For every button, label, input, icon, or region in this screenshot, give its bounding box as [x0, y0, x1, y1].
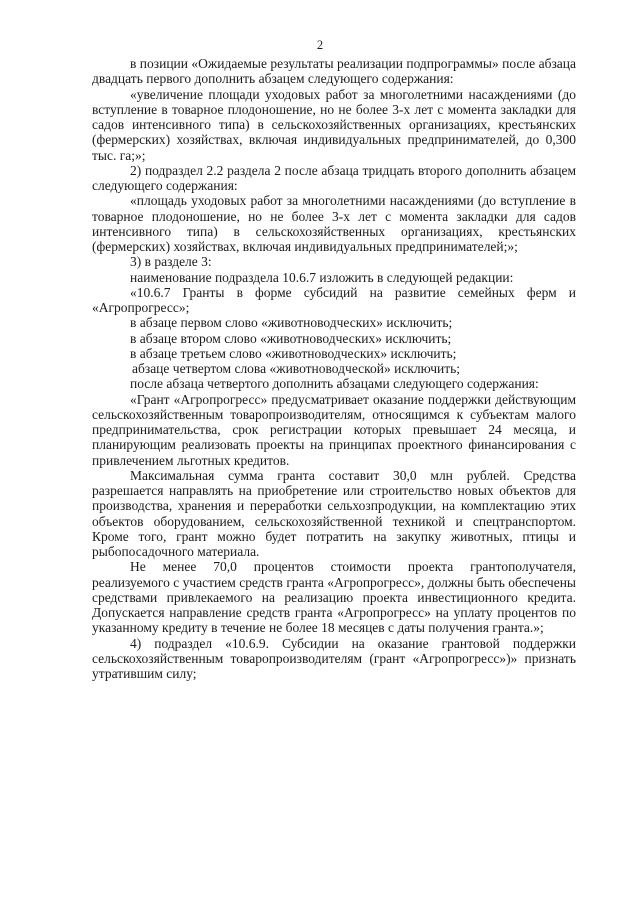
paragraph-area-quote: «площадь уходовых работ за многолетними насаждениями (до вступление в товарное плодоношение, но не более 3-х лет с момента закладки для садов интенсивного типа) в сельскохозяйственных организациях, крестьянских (фермерских) хозяйствах, включая индивидуальных предпринимателей;»; — [92, 193, 576, 254]
paragraph-second-abzac: в абзаце втором слово «животноводческих» исключить; — [130, 330, 452, 346]
paragraph-subsection-title-change: наименование подраздела 10.6.7 изложить в следующей редакции: — [130, 269, 514, 285]
paragraph-subsection-10-6-9: 4) подраздел «10.6.9. Субсидии на оказание грантовой поддержки сельскохозяйственным товаропроизводителям (грант «Агропрогресс»)» признать утратившим силу; — [92, 635, 576, 681]
document-body — [92, 56, 576, 681]
paragraph-fourth-abzac: абзаце четвертом слова «животноводческой» исключить; — [132, 361, 461, 376]
paragraph-area-increase-quote: «увеличение площади уходовых работ за многолетними насаждениями (до вступление в товарное плодоношение, но не более 3-х лет с момента закладки для садов интенсивного типа) в сельскохозяйственных организациях, крестьянских (фермерских) хозяйствах, включая индивидуальных предпринимателей, до 0,300 тыс. га;»; — [92, 86, 576, 163]
paragraph-third-abzac: в абзаце третьем слово «животноводческих» исключить; — [130, 345, 457, 361]
paragraph-subsection-title-quote: «10.6.7 Гранты в форме субсидий на развитие семейных ферм и «Агропрогресс»; — [92, 284, 576, 315]
paragraph-add-after-fourth: после абзаца четвертого дополнить абзацами следующего содержания: — [130, 376, 539, 392]
paragraph-max-grant-sum: Максимальная сумма гранта составит 30,0 млн рублей. Средства разрешается направлять на приобретение или строительство новых объектов для производства, хранения и переработки сельхозпродукции, на комплектацию этих объектов оборудованием, сельскохозяйственной техникой и спецтранспортом. Кроме того, грант можно будет потратить на закупку животных, птицы и рыбопосадочного материала. — [92, 467, 576, 559]
paragraph-first-abzac: в абзаце первом слово «животноводческих» исключить; — [130, 315, 453, 331]
paragraph-grant-agroprogress: «Грант «Агропрогресс» предусматривает оказание поддержки действующим сельскохозяйственным товаропроизводителям, относящимся к субъектам малого предпринимательства, срок регистрации которых превышает 24 месяца, и планирующим реализовать проекты на принципах проектного финансирования с привлечением льготных кредитов. — [92, 391, 576, 468]
paragraph-section-3: 3) в разделе 3: — [130, 254, 212, 270]
paragraph-subsection-2-2: 2) подраздел 2.2 раздела 2 после абзаца тридцать второго дополнить абзацем следующего содержания: — [92, 162, 576, 193]
paragraph-results-position: в позиции «Ожидаемые результаты реализации подпрограммы» после абзаца двадцать первого дополнить абзацем следующего содержания: — [92, 56, 576, 87]
page-number: 2 — [316, 38, 324, 52]
paragraph-credit-share: Не менее 70,0 процентов стоимости проекта грантополучателя, реализуемого с участием средств гранта «Агропрогресс», должны быть обеспечены средствами привлекаемого на реализацию проекта инвестиционного кредита. Допускается направление средств гранта «Агропрогресс» на уплату процентов по указанному кредиту в течение не более 18 месяцев с даты получения гранта.»; — [92, 559, 576, 636]
